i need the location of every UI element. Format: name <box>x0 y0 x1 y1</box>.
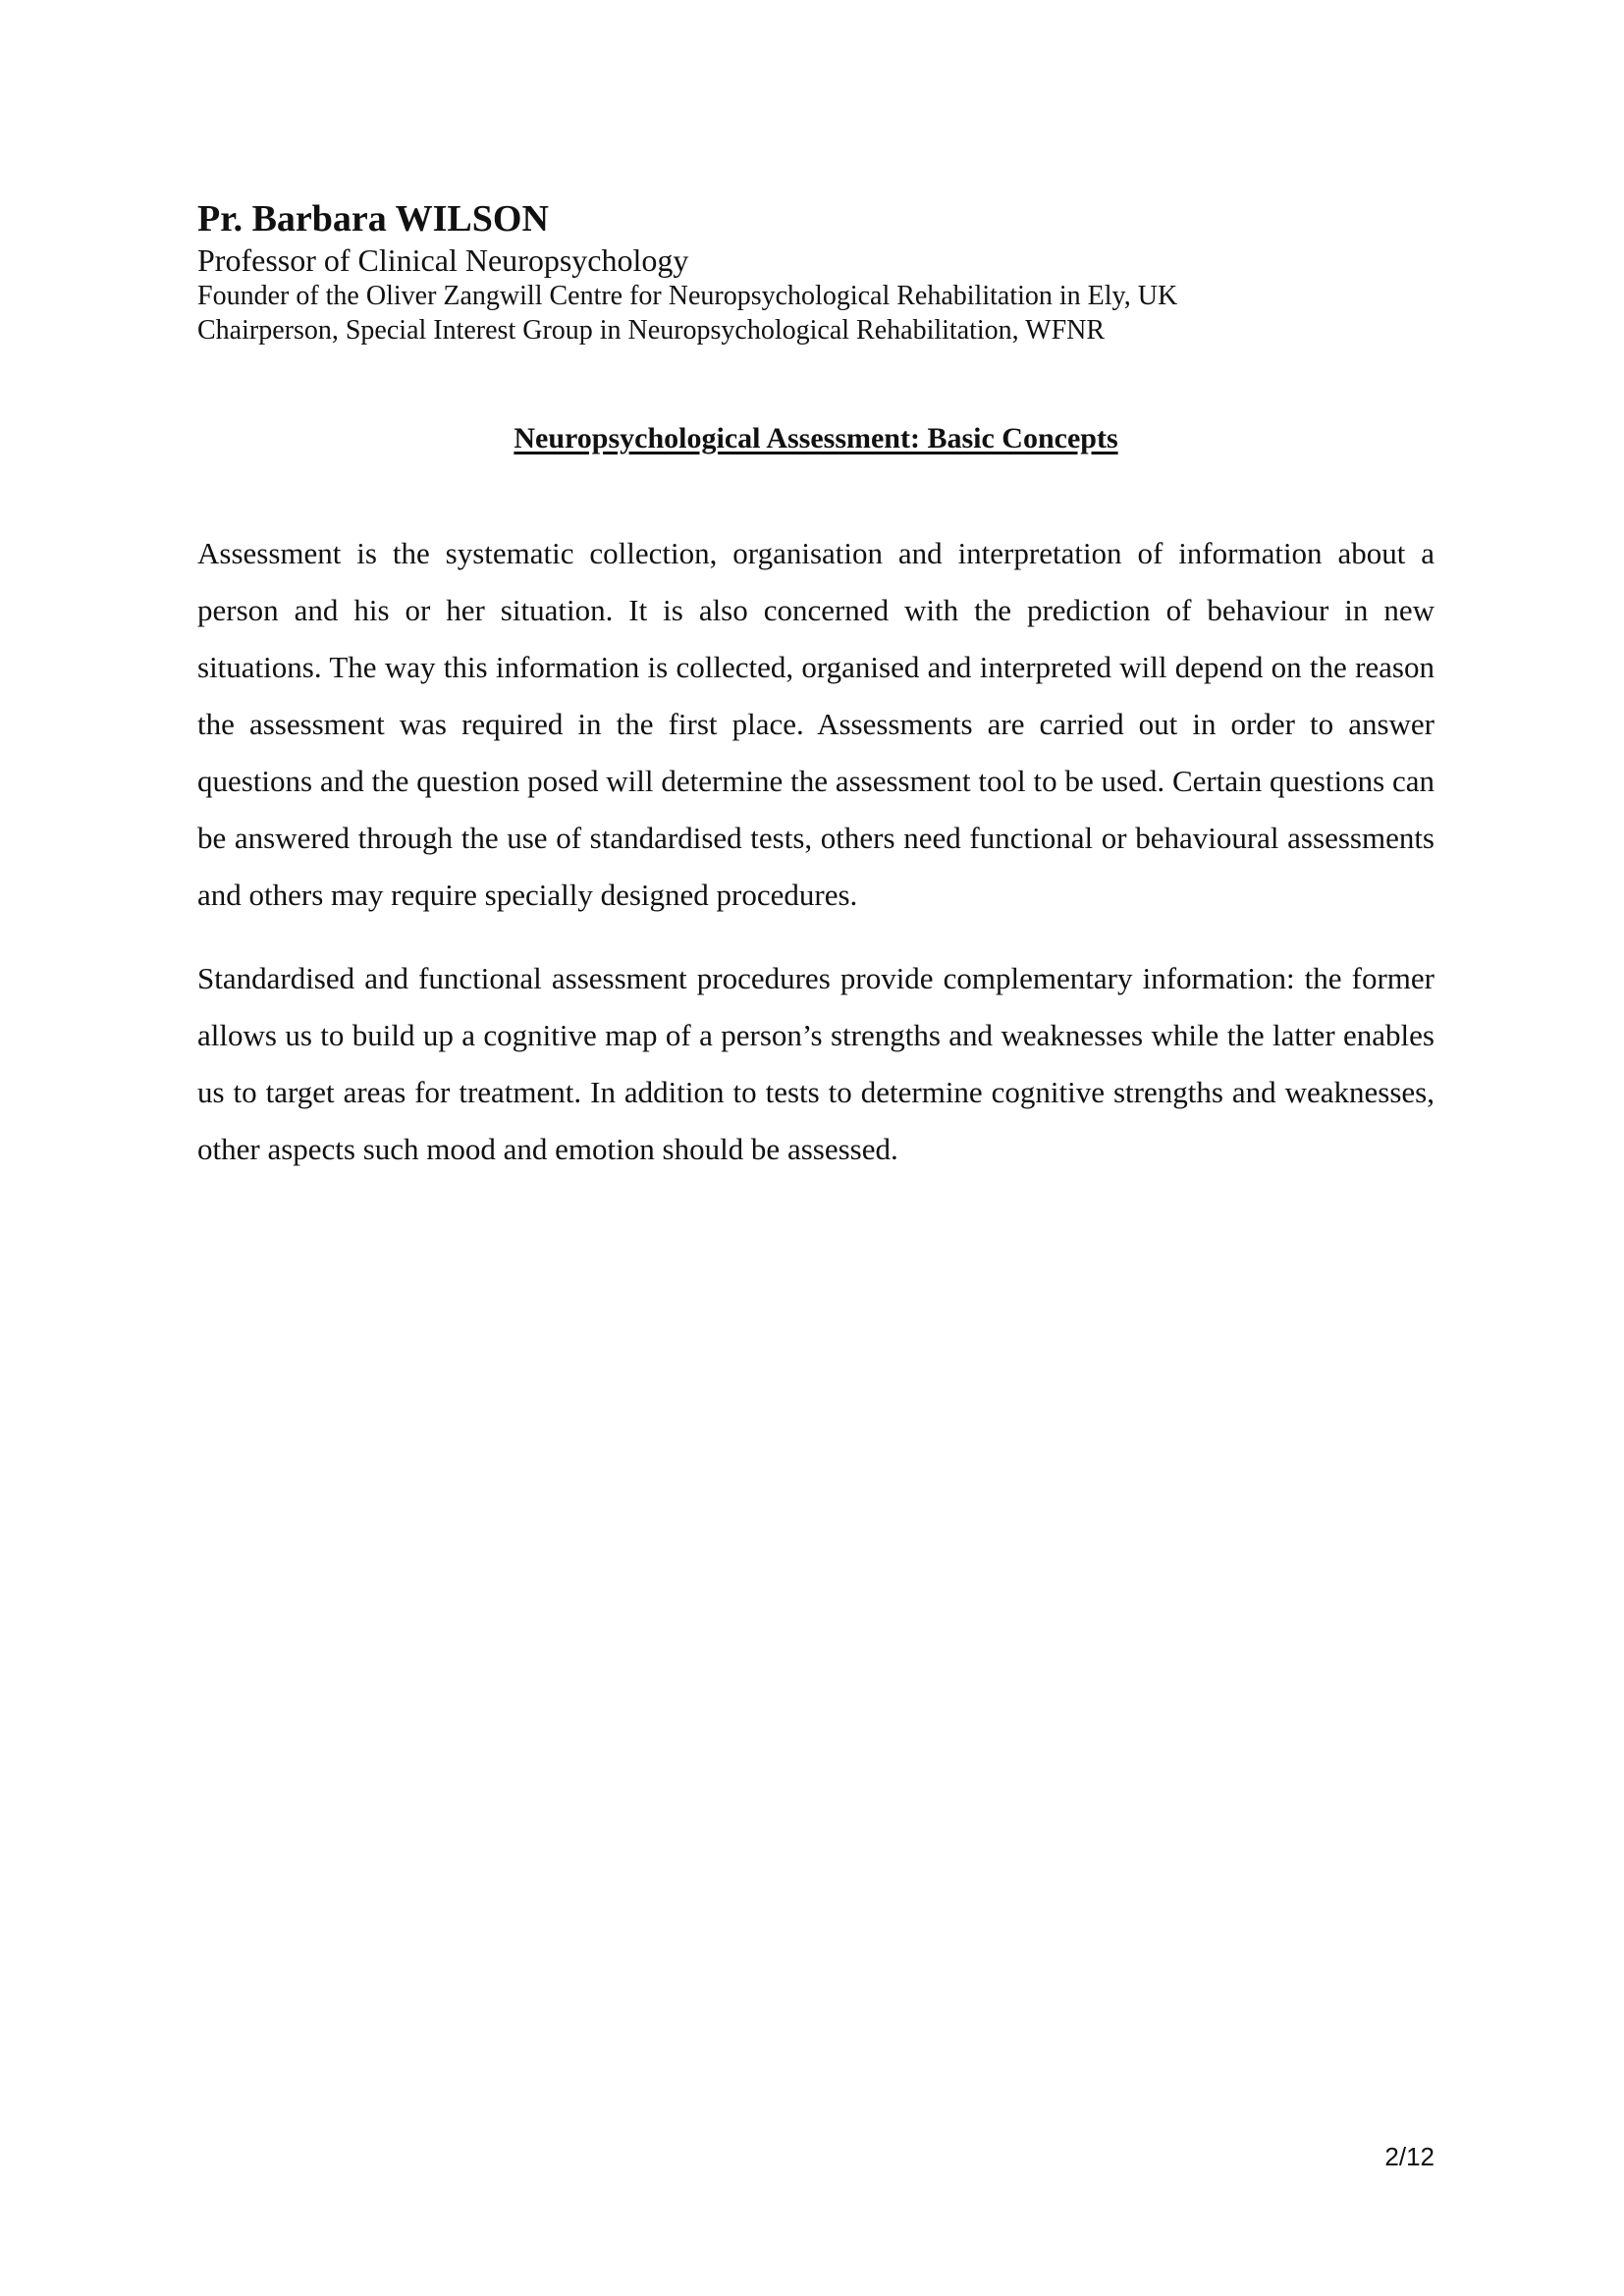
author-block <box>197 196 1435 347</box>
author-name: Pr. Barbara WILSON <box>197 198 549 240</box>
author-role-founder: Founder of the Oliver Zangwill Centre for Neuropsychological Rehabilitation in Ely, UK <box>197 281 1178 311</box>
author-role-chairperson: Chairperson, Special Interest Group in Neuropsychological Rehabilitation, WFNR <box>197 315 1106 346</box>
body-paragraph-1: Assessment is the systematic collection, organisation and interpretation of information about a person and his or her situation. It is also concerned with the prediction of behaviour in new situations. The way this information is collected, organised and interpreted will depend on the reason the assessment was required in the first place. Assessments are carried out in order to answer questions and the question posed will determine the assessment tool to be used. Certain questions can be answered through the use of standardised tests, others need functional or behavioural assessments and others may require specially designed procedures. <box>197 536 1435 912</box>
document-title <box>197 420 1435 457</box>
author-title: Professor of Clinical Neuropsychology <box>197 242 689 278</box>
page-number: 2/12 <box>1384 2142 1435 2171</box>
body-paragraph-2: Standardised and functional assessment procedures provide complementary information: the former allows us to build up a cognitive map of a person’s strengths and weaknesses while the latter enables us to target areas for treatment. In addition to tests to determine cognitive strengths and weaknesses, other aspects such mood and emotion should be assessed. <box>197 961 1435 1166</box>
document-title-text: Neuropsychological Assessment: Basic Concepts <box>514 422 1118 454</box>
